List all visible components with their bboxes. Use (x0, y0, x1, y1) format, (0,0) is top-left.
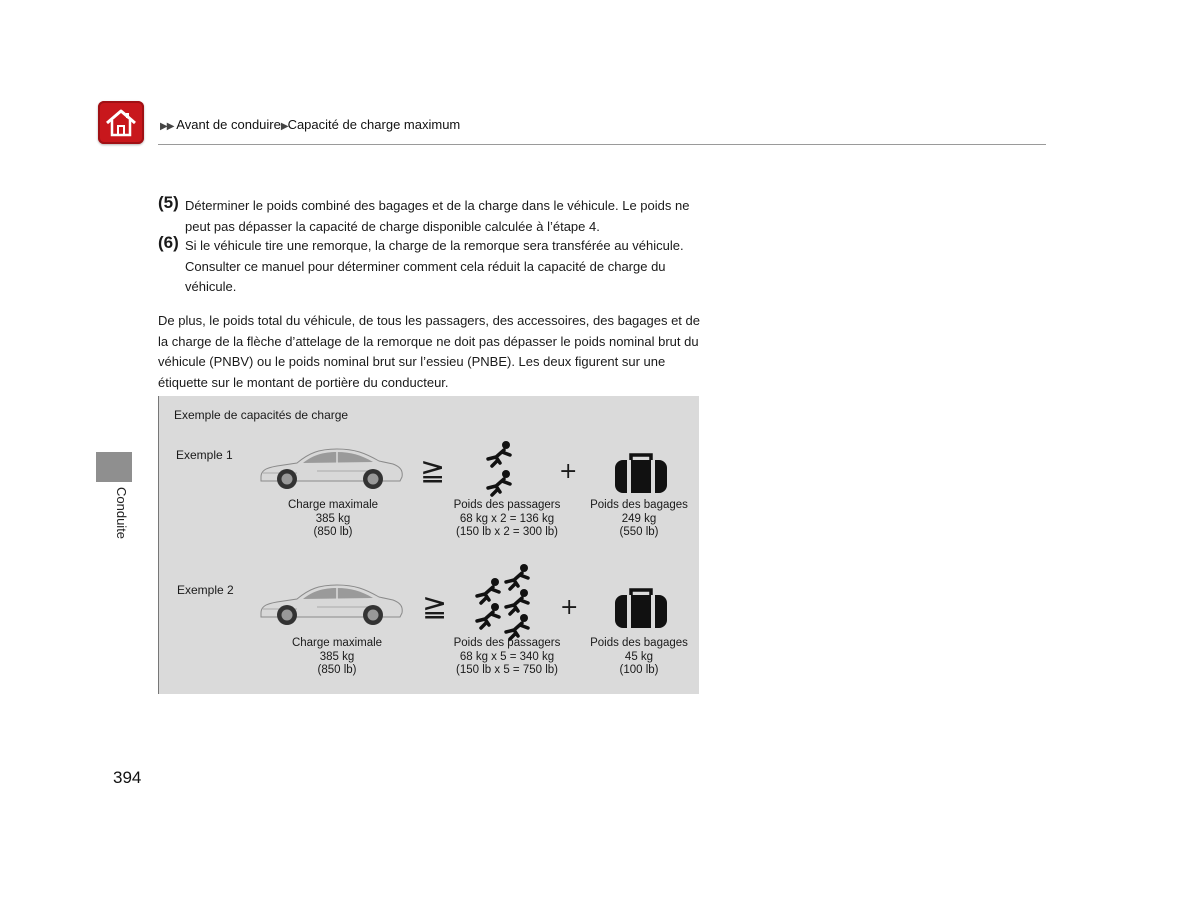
max-load-caption: Charge maximale 385 kg (850 lb) (291, 637, 383, 676)
home-icon (104, 108, 138, 138)
car-illustration (257, 441, 405, 493)
passenger-icon (484, 440, 514, 468)
passenger-icon (502, 588, 532, 616)
passenger-weight-caption: Poids des passagers 68 kg x 5 = 340 kg (150 lb x 5 = 750 lb) (453, 637, 561, 676)
step-number: (6) (158, 233, 179, 252)
step-text: Déterminer le poids combiné des bagages et de la charge dans le véhicule. Le poids ne peut pas dépasser la capacité de charge disponible calculée à l’étape 4. (185, 198, 690, 234)
greater-or-equal-symbol: ≧ (422, 589, 448, 624)
figure-panel (158, 396, 699, 694)
side-tab-label: Conduite (114, 487, 129, 540)
plus-symbol: + (560, 595, 579, 620)
body-paragraph: De plus, le poids total du véhicule, de tous les passagers, des accessoires, des bagages et de la charge de la flèche d’attelage de la remorque ne doit pas dépasser le poids nominal brut du véhicule (PNBV) ou le poids nominal brut sur l’essieu (PNBE). Les deux figurent sur une étiquette sur le montant de portière du conducteur. (158, 313, 700, 390)
luggage-icon (613, 587, 669, 629)
breadcrumb (160, 117, 460, 132)
figure-title: Exemple de capacités de charge (174, 408, 349, 422)
passenger-weight-caption: Poids des passagers 68 kg x 2 = 136 kg (150 lb x 2 = 300 lb) (453, 499, 561, 538)
passenger-icon (473, 577, 503, 605)
step-number: (5) (158, 193, 179, 212)
passenger-icon (484, 469, 514, 497)
step-text: Si le véhicule tire une remorque, la charge de la remorque sera transférée au véhicule. Consulter ce manuel pour déterminer comment cela réduit la capacité de charge du véhicule. (185, 238, 684, 294)
greater-or-equal-symbol: ≧ (420, 453, 446, 488)
page-number: 394 (113, 768, 142, 787)
plus-symbol: + (559, 459, 578, 484)
max-load-caption: Charge maximale 385 kg (850 lb) (287, 499, 379, 538)
passenger-icon (502, 563, 532, 591)
example-label: Exemple 1 (176, 448, 233, 462)
luggage-weight-caption: Poids des bagages 249 kg (550 lb) (590, 499, 688, 538)
luggage-icon (613, 452, 669, 494)
side-tab-marker (96, 452, 132, 482)
example-label: Exemple 2 (177, 583, 234, 597)
step-5 (158, 193, 698, 237)
breadcrumb-item-capacite[interactable]: Capacité de charge maximum (287, 117, 461, 132)
arrow-icon: ▶ (280, 121, 288, 132)
double-arrow-icon: ▶▶ (160, 121, 174, 132)
passenger-icon (473, 602, 503, 630)
home-button[interactable] (98, 101, 144, 144)
header-divider (158, 144, 1046, 145)
step-6 (158, 233, 698, 298)
car-illustration (257, 577, 405, 629)
breadcrumb-item-avant-de-conduire[interactable]: Avant de conduire (176, 117, 281, 132)
luggage-weight-caption: Poids des bagages 45 kg (100 lb) (590, 637, 688, 676)
